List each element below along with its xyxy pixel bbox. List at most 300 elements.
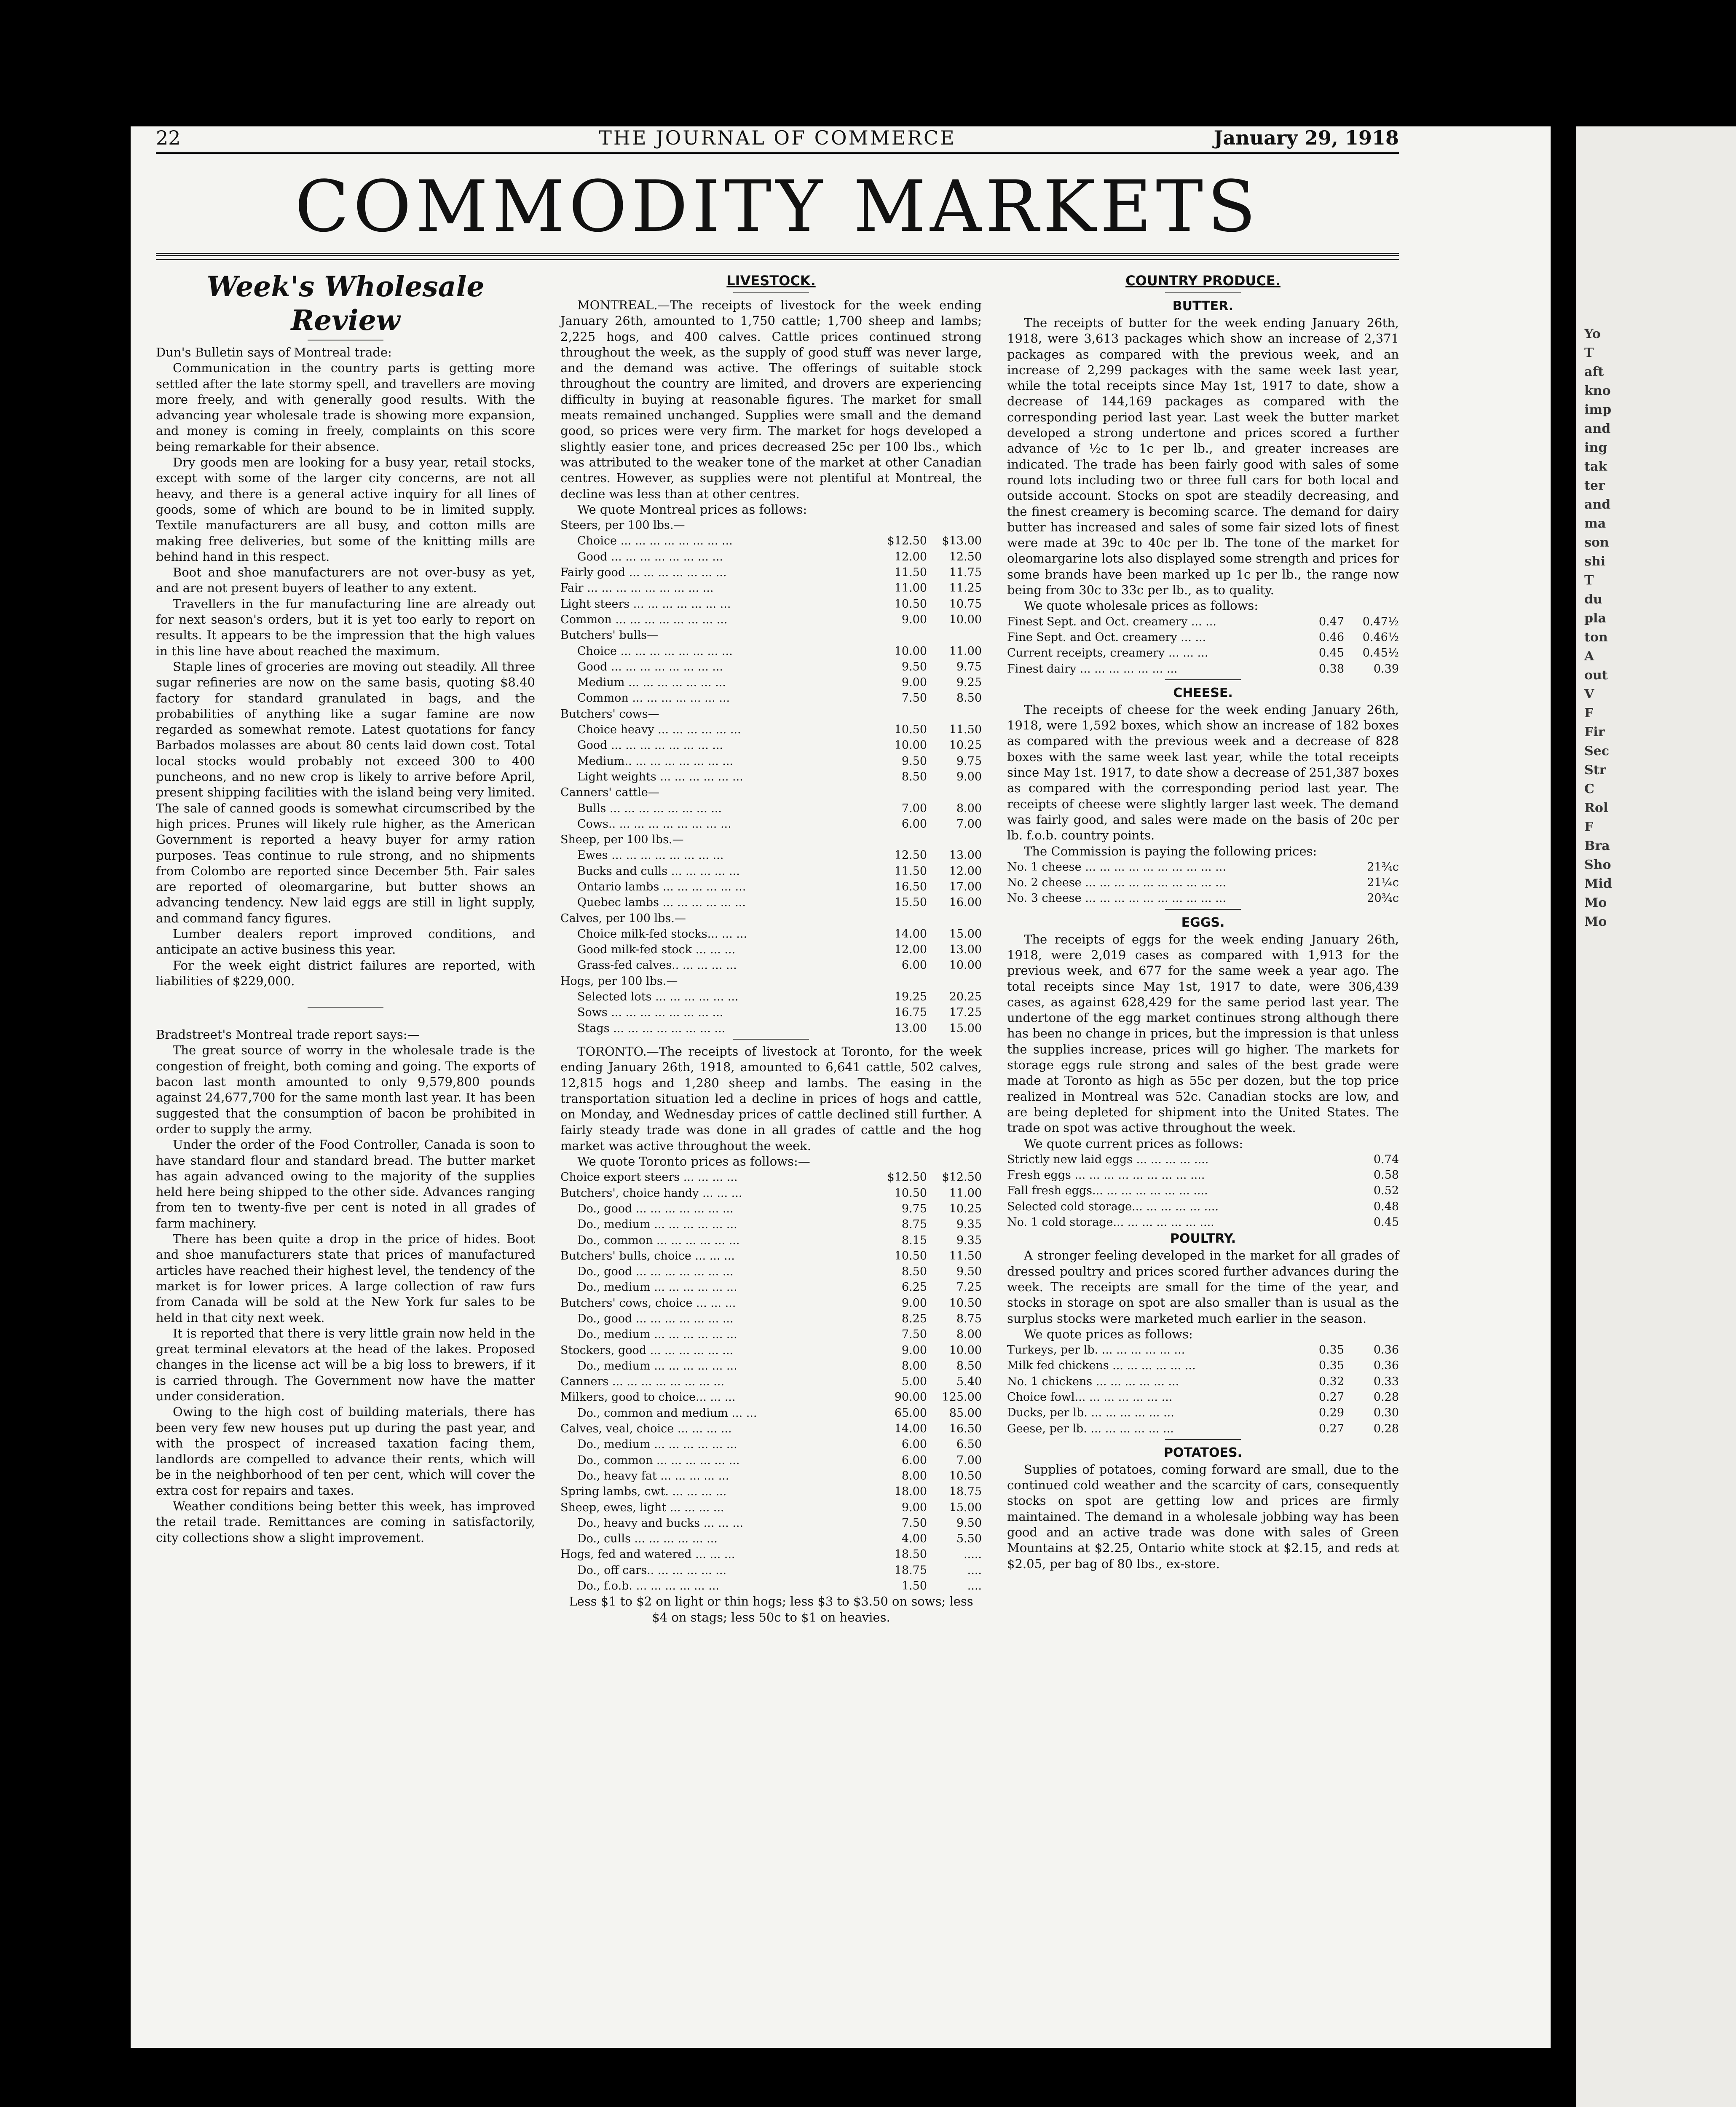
edge-fragment: ter [1584, 478, 1605, 493]
section-rule [1165, 1439, 1241, 1440]
price-label: Cows.. ... ... ... ... ... ... ... ... [577, 817, 731, 831]
price-low: 9.50 [901, 754, 927, 768]
price-row [560, 1405, 982, 1421]
price-low: 8.50 [901, 770, 927, 783]
paragraph: The great source of worry in the wholesale trade is the congestion of freight, both coming and going. The exports of bacon last month amounted to only 9,579,800 pounds against 24,677,700 for the same month last year. It has been suggested that the consumption of bacon be prohibited in order to supply the army. [156, 1043, 535, 1136]
paragraph: Travellers in the fur manufacturing line are already out for next season's orders, but it is yet too early to report on results. It appears to be the impression that the high values in this line have about reached the maximum. [156, 596, 535, 658]
price-high: 11.50 [949, 723, 982, 737]
price-row [560, 1233, 982, 1248]
price-label: Do., good ... ... ... ... ... ... ... [577, 1312, 734, 1325]
price-low [1289, 1199, 1344, 1214]
edge-fragment: and [1584, 421, 1611, 436]
price-high: 10.00 [949, 1343, 982, 1357]
paragraph: There has been quite a drop in the price of hides. Boot and shoe manufacturers state that prices of manufactured articles have reached their highest level, the tendency of the market is for lower prices. A large collection of raw furs from Canada will be sold at the New York fur sales to be held in that city next week. [156, 1232, 535, 1325]
price-low: 65.00 [894, 1406, 927, 1420]
butter-heading: BUTTER. [1172, 299, 1234, 314]
paragraph: Communication in the country parts is getting more settled after the late stormy spell, and travellers are moving more freely, and with generally good results. With the advancing year wholesale trade is showing more expansion, and money is coming in freely, complaints on this score being remarkable for their absence. [156, 361, 535, 454]
price-label: No. 1 cold storage... ... ... ... ... ... .... [1007, 1216, 1214, 1229]
price-low: 0.35 [1318, 1343, 1344, 1357]
price-row [560, 1185, 982, 1201]
price-label: Choice ... ... ... ... ... ... ... ... [577, 534, 733, 548]
price-high: $12.50 [942, 1171, 982, 1184]
livestock-column [560, 270, 982, 1625]
price-row [1007, 1152, 1399, 1167]
edge-fragment: F [1584, 706, 1594, 721]
price-high: 10.50 [949, 1296, 982, 1310]
price-low [1289, 1152, 1344, 1167]
price-low: 10.00 [894, 644, 927, 658]
montreal-price-table [560, 517, 982, 1036]
price-high: 8.75 [956, 1312, 982, 1325]
price-label: No. 1 cheese ... ... ... ... ... ... ... ... ... ... [1007, 860, 1226, 874]
price-low: 12.50 [894, 849, 927, 862]
toronto-hog-note: Less $1 to $2 on light or thin hogs; less $3 to $3.50 on sows; less $4 on stags; less 50c to $1 on heavies. [569, 1594, 973, 1624]
price-high: 7.00 [956, 1453, 982, 1467]
price-row [1007, 630, 1399, 645]
price-low: 7.50 [901, 1328, 927, 1341]
potatoes-heading: POTATOES. [1164, 1445, 1242, 1460]
price-label: Do., medium ... ... ... ... ... ... [577, 1328, 737, 1341]
price-low: 11.50 [894, 864, 927, 878]
edge-fragment: V [1584, 687, 1594, 702]
price-low: 8.75 [901, 1218, 927, 1231]
price-row [560, 816, 982, 832]
price-row [560, 863, 982, 879]
price-row [1007, 661, 1399, 677]
eggs-price-table [1007, 1152, 1399, 1230]
price-row [560, 1437, 982, 1452]
price-label: Ontario lambs ... ... ... ... ... ... [577, 880, 746, 893]
price-row [560, 753, 982, 769]
price-row [560, 643, 982, 659]
price-label: Choice milk-fed stocks... ... ... [577, 927, 747, 941]
price-label: Fall fresh eggs... ... ... ... ... ... ... .... [1007, 1184, 1208, 1198]
price-low: 9.75 [901, 1202, 927, 1215]
price-label: Milkers, good to choice... ... ... [560, 1391, 736, 1404]
price-row [1007, 1374, 1399, 1389]
price-label: No. 2 cheese ... ... ... ... ... ... ... ... ... ... [1007, 876, 1226, 890]
edge-fragment: Bra [1584, 839, 1610, 853]
price-row [560, 1547, 982, 1562]
journal-title: THE JOURNAL OF COMMERCE [599, 126, 956, 149]
price-low: 12.00 [894, 550, 927, 563]
price-row [560, 1169, 982, 1185]
butter-quote-intro: We quote wholesale prices as follows: [1024, 598, 1259, 613]
price-low: 6.00 [901, 1438, 927, 1451]
paragraph: Staple lines of groceries are moving out steadily. All three sugar refineries are now on the same basis, quoting $8.40 factory for standard granulated in bags, and the probabilities of anything like a sugar famine are now regarded as somewhat remote. Latest quotations for fancy Barbados molasses are about 80 cents laid down cost. Total local stocks would probably not exceed 300 to 400 puncheons, and no new crop is likely to arrive before April, present shipping facilities with the island being very limited. The sale of canned goods is somewhat circumscribed by the high prices. Prunes will likely rule higher, as the American Government is reported a heavy buyer for army ration purposes. Teas continue to rule strong, and no shipments from Colombo are reported since December 5th. Fair sales are reported of oleomargarine, but butter shows an advancing tendency. New laid eggs are still in light supply, and command fancy figures. [156, 659, 535, 925]
price-low: 9.50 [901, 660, 927, 673]
price-row [560, 1531, 982, 1547]
price-label: Medium ... ... ... ... ... ... ... [577, 676, 726, 689]
price-label: Current receipts, creamery ... ... ... [1007, 646, 1208, 660]
price-row [560, 533, 982, 549]
price-row [560, 580, 982, 596]
price-low: 10.50 [894, 597, 927, 611]
price-high: 17.25 [949, 1006, 982, 1019]
price-low: $12.50 [887, 534, 927, 548]
price-low: 90.00 [894, 1391, 927, 1404]
price-high: 10.25 [949, 739, 982, 752]
price-high: 16.00 [949, 896, 982, 909]
price-low: 6.00 [901, 959, 927, 972]
price-high: 0.33 [1373, 1375, 1399, 1388]
page-number: 22 [156, 126, 181, 149]
price-high: 125.00 [942, 1391, 982, 1404]
paragraph: Lumber dealers report improved conditions, and anticipate an active business this year. [156, 926, 535, 957]
price-label: Hogs, fed and watered ... ... ... [560, 1548, 735, 1561]
adjacent-page-fragments [1584, 324, 1728, 931]
price-row [560, 549, 982, 565]
price-label: Selected lots ... ... ... ... ... ... [577, 990, 739, 1004]
price-label: Butchers', choice handy ... ... ... [560, 1186, 742, 1200]
price-high: 18.75 [949, 1485, 982, 1498]
price-high: 11.75 [949, 566, 982, 579]
price-high: $13.00 [942, 534, 982, 548]
eggs-quote-intro: We quote current prices as follows: [1024, 1136, 1243, 1151]
price-low: 18.75 [894, 1563, 927, 1577]
price-high: 11.50 [949, 1249, 982, 1263]
section-rule [733, 1039, 809, 1040]
eggs-heading: EGGS. [1181, 915, 1225, 930]
price-row [1007, 1167, 1399, 1183]
price-high: 13.00 [949, 943, 982, 957]
edge-fragment: aft [1584, 365, 1604, 379]
price-row [560, 1279, 982, 1295]
price-category: Hogs, per 100 lbs.— [560, 974, 678, 988]
paragraph: Boot and shoe manufacturers are not over-busy as yet, and are not present buyers of leather to any extent. [156, 565, 535, 595]
price-row [560, 1358, 982, 1374]
price-high: 9.35 [956, 1218, 982, 1231]
price-high: 12.50 [949, 550, 982, 563]
price-high: 0.30 [1373, 1406, 1399, 1420]
price-label: Do., f.o.b. ... ... ... ... ... ... [577, 1579, 719, 1593]
price-high: .... [967, 1563, 982, 1577]
price-high: 10.00 [949, 613, 982, 626]
price-low: 5.00 [901, 1375, 927, 1389]
edge-fragment: ing [1584, 440, 1607, 455]
price-high: 8.50 [956, 1359, 982, 1372]
paragraph: Bradstreet's Montreal trade report says:— [156, 1027, 420, 1042]
price-label: Finest dairy ... ... ... ... ... ... ... [1007, 662, 1178, 676]
price-label: Do., culls ... ... ... ... ... ... [577, 1532, 718, 1546]
price-label: Light weights ... ... ... ... ... ... [577, 770, 743, 783]
price-category: Canners' cattle— [560, 786, 659, 799]
price-high: 9.75 [956, 754, 982, 768]
price-low: 16.50 [894, 880, 927, 893]
country-produce-column [1007, 270, 1399, 1572]
price-row [560, 1021, 982, 1036]
price-low: 0.35 [1318, 1359, 1344, 1372]
edge-fragment: Mo [1584, 914, 1607, 929]
price-high: 0.74 [1373, 1153, 1399, 1166]
price-row [1007, 890, 1399, 906]
price-high: 9.75 [956, 660, 982, 673]
price-high: 0.58 [1373, 1169, 1399, 1182]
price-label: Stags ... ... ... ... ... ... ... ... [577, 1021, 726, 1035]
price-high: 11.00 [949, 1186, 982, 1200]
edge-fragment: tak [1584, 459, 1607, 474]
price-row [560, 1563, 982, 1578]
price-low: 7.50 [901, 1516, 927, 1530]
edge-fragment: Sec [1584, 744, 1610, 759]
price-high: 0.46½ [1362, 630, 1399, 644]
price-label: Milk fed chickens ... ... ... ... ... ... [1007, 1359, 1196, 1372]
price-row [1007, 614, 1399, 630]
price-row [560, 1484, 982, 1499]
cheese-report: The receipts of cheese for the week ending January 26th, 1918, were 1,592 boxes, which show an increase of 182 boxes as compared with the previous week and a decrease of 828 boxes with the same week last year, while the total receipts since May 1st. 1917, to date show a decrease of 251,387 boxes as compared with the corresponding period last year. The receipts of cheese were slightly larger last week. The demand was fairly good, and sales were made on the basis of 20c per lb. f.o.b. country points. [1007, 702, 1399, 843]
price-row [1007, 1405, 1399, 1421]
price-row [1007, 1183, 1399, 1198]
price-label: Bucks and culls ... ... ... ... ... [577, 864, 740, 878]
price-low: 18.50 [894, 1548, 927, 1561]
price-low: 6.00 [901, 1453, 927, 1467]
price-row [1007, 1389, 1399, 1405]
price-row [560, 989, 982, 1005]
price-high: 0.52 [1373, 1184, 1399, 1198]
price-row [1007, 875, 1399, 890]
price-label: Choice ... ... ... ... ... ... ... ... [577, 644, 733, 658]
price-label: Fairly good ... ... ... ... ... ... ... [560, 566, 727, 579]
price-label: Do., common ... ... ... ... ... ... [577, 1233, 740, 1247]
edge-fragment: Mo [1584, 895, 1607, 910]
price-label: Finest Sept. and Oct. creamery ... ... [1007, 615, 1216, 628]
price-high: 13.00 [949, 849, 982, 862]
price-high: 10.25 [949, 1202, 982, 1215]
masthead: COMMODITY MARKETS [295, 165, 1260, 248]
price-high: 8.00 [956, 1328, 982, 1341]
price-category: Butchers' bulls— [560, 629, 659, 642]
price-low: 10.00 [894, 739, 927, 752]
edge-fragment: ma [1584, 516, 1606, 531]
price-category: Butchers' cows— [560, 707, 659, 721]
paragraph: Owing to the high cost of building materials, there has been very few new houses put up during the past year, and with the prospect of increased taxation facing them, landlords are compelled to advance their rents, which will be in the neighborhood of ten per cent, which will cover the extra cost for repairs and taxes. [156, 1405, 535, 1498]
price-high: 0.36 [1373, 1343, 1399, 1357]
price-label: Butchers' cows, choice ... ... ... [560, 1296, 736, 1310]
price-row [560, 847, 982, 863]
price-row [560, 1311, 982, 1327]
edge-fragment: F [1584, 820, 1594, 834]
price-label: Turkeys, per lb. ... ... ... ... ... ... [1007, 1343, 1185, 1357]
price-high: 15.00 [949, 1021, 982, 1035]
price-low: 14.00 [894, 1422, 927, 1436]
price-high: 16.50 [949, 1422, 982, 1436]
price-label: Spring lambs, cwt. ... ... ... ... [560, 1485, 727, 1498]
poultry-price-table [1007, 1342, 1399, 1437]
butter-report: The receipts of butter for the week ending January 26th, 1918, were 3,613 packages which show an increase of 2,371 packages as compared with the previous week, and an increase of 2,299 packages with the same week last year, while the total receipts since May 1st, 1917 to date, show a decrease of 144,169 packages as compared with the corresponding period last year. Last week the butter market developed a strong undertone and prices scored a further advance of ½c to 1c per lb., and greater increases are indicated. The trade has been fairly good with sales of some round lots including two or three full cars for both local and outside account. Stocks on spot are steadily decreasing, and the finest creamery is becoming scarce. The demand for dairy butter has increased and sales of some fair sized lots of finest were made at 39c to 40c per lb. The tone of the market for oleomargarine lots also displayed some strength and prices for some brands have been marked up 1c per lb., the range now being from 30c to 33c per lb., as to quality. [1007, 316, 1399, 598]
price-row [560, 801, 982, 816]
price-low: 16.75 [894, 1006, 927, 1019]
price-high: 10.75 [949, 597, 982, 611]
edge-fragment: imp [1584, 402, 1612, 417]
price-row [560, 926, 982, 942]
price-row [560, 879, 982, 895]
price-low: 18.00 [894, 1485, 927, 1498]
price-row [1007, 1342, 1399, 1358]
price-low: 0.46 [1318, 630, 1344, 644]
edge-fragment: and [1584, 497, 1611, 512]
header-rule [156, 152, 1399, 154]
poultry-quote-intro: We quote prices as follows: [1024, 1327, 1193, 1341]
price-row [560, 1421, 982, 1437]
price-low: 8.00 [901, 1469, 927, 1482]
price-high: 11.00 [949, 644, 982, 658]
wholesale-review-column [156, 270, 535, 1546]
price-label: Do., medium ... ... ... ... ... ... [577, 1218, 737, 1231]
cheese-quote-intro: The Commission is paying the following prices: [1024, 844, 1317, 858]
price-row [1007, 1199, 1399, 1214]
price-label: Selected cold storage... ... ... ... ... .... [1007, 1200, 1219, 1213]
price-label: Fair ... ... ... ... ... ... ... ... ... [560, 582, 714, 595]
price-label: Geese, per lb. ... ... ... ... ... ... [1007, 1422, 1174, 1435]
price-row [1007, 859, 1399, 875]
issue-date: January 29, 1918 [1214, 126, 1399, 149]
price-row [560, 1374, 982, 1389]
montreal-quote-intro: We quote Montreal prices as follows: [577, 502, 807, 517]
price-label: Do., heavy and bucks ... ... ... [577, 1516, 744, 1530]
price-label: Do., medium ... ... ... ... ... ... [577, 1438, 737, 1451]
edge-fragment: pla [1584, 611, 1606, 626]
price-high: 5.40 [956, 1375, 982, 1389]
price-low [1289, 1167, 1344, 1183]
poultry-heading: POULTRY. [1170, 1231, 1236, 1247]
price-row [560, 957, 982, 973]
paragraph: Dun's Bulletin says of Montreal trade: [156, 345, 392, 359]
toronto-report: TORONTO.—The receipts of livestock at Toronto, for the week ending January 26th, 1918, amounted to 6,641 cattle, 502 calves, 12,815 hogs and 1,280 sheep and lambs. The easing in the transportation situation led a decline in prices of hogs and cattle, on Monday, and Wednesday prices of cattle declined still further. A fairly steady trade was done in all grades of cattle and the hog market was active throughout the week. [560, 1044, 982, 1153]
wholesale-review-title: Week's Wholesale Review [206, 270, 485, 337]
paragraph: For the week eight district failures are reported, with liabilities of $229,000. [156, 958, 535, 988]
price-high: 0.28 [1373, 1391, 1399, 1404]
price-row [560, 1327, 982, 1342]
edge-fragment: Yo [1584, 327, 1601, 341]
price-low: 11.00 [894, 582, 927, 595]
price-low: 0.32 [1318, 1375, 1344, 1388]
price-label: Choice heavy ... ... ... ... ... ... [577, 723, 741, 737]
toronto-price-table [560, 1169, 982, 1594]
price-label: Sows ... ... ... ... ... ... ... ... [577, 1006, 723, 1019]
toronto-quote-intro: We quote Toronto prices as follows:— [577, 1154, 810, 1169]
price-high: 12.00 [949, 864, 982, 878]
price-high: 0.39 [1373, 662, 1399, 676]
price-label: Good ... ... ... ... ... ... ... ... [577, 739, 723, 752]
price-label: Common ... ... ... ... ... ... ... [577, 692, 730, 705]
poultry-report: A stronger feeling developed in the market for all grades of dressed poultry and prices scored further advances during the week. The receipts are small for the time of the year, and stocks in storage on spot are also smaller than is usual as the surplus stocks were marketed much earlier in the season. [1007, 1248, 1399, 1326]
price-label: Canners ... ... ... ... ... ... ... ... [560, 1375, 724, 1389]
price-row [560, 1343, 982, 1358]
price-label: Calves, veal, choice ... ... ... ... [560, 1422, 732, 1436]
price-label: Good ... ... ... ... ... ... ... ... [577, 550, 723, 563]
price-row [560, 737, 982, 753]
price-label: Grass-fed calves.. ... ... ... ... [577, 959, 737, 972]
price-high: 7.00 [956, 817, 982, 831]
price-high: 20¾c [1367, 892, 1399, 905]
livestock-heading: LIVESTOCK. [726, 273, 816, 289]
price-high: 20.25 [949, 990, 982, 1004]
price-row [560, 1201, 982, 1217]
edge-fragment: C [1584, 782, 1594, 796]
edge-fragment: son [1584, 535, 1609, 550]
edge-fragment: du [1584, 592, 1602, 607]
price-label: Choice fowl... ... ... ... ... ... ... [1007, 1391, 1173, 1404]
price-low: 0.27 [1318, 1422, 1344, 1435]
price-row [560, 722, 982, 737]
price-high: 9.35 [956, 1233, 982, 1247]
price-high: 21¼c [1367, 876, 1399, 890]
price-low: 0.45 [1318, 646, 1344, 660]
price-high: 0.47½ [1362, 615, 1399, 628]
masthead-rule [156, 253, 1399, 260]
price-label: Quebec lambs ... ... ... ... ... ... [577, 896, 746, 909]
price-high: 15.00 [949, 1501, 982, 1514]
price-high: 8.50 [956, 692, 982, 705]
edge-fragment: shi [1584, 554, 1606, 569]
price-high: ..... [964, 1548, 982, 1561]
price-row [560, 675, 982, 690]
price-row [1007, 645, 1399, 661]
paragraph: Under the order of the Food Controller, Canada is soon to have standard flour and standard bread. The butter market has again advanced owing to the majority of the supplies held here being shipped to the other side. Advances ranging from ten to twenty-five per cent is noted in all grades of farm machinery. [156, 1137, 535, 1230]
price-low: 9.00 [901, 676, 927, 689]
price-low: 9.00 [901, 1296, 927, 1310]
price-row [560, 690, 982, 706]
bradstreet-section [156, 1027, 535, 1546]
section-rule [1165, 909, 1241, 910]
price-category: Calves, per 100 lbs.— [560, 911, 686, 925]
price-high: 85.00 [949, 1406, 982, 1420]
price-label: Do., heavy fat ... ... ... ... ... [577, 1469, 729, 1482]
price-label: Do., medium ... ... ... ... ... ... [577, 1281, 737, 1294]
price-category: Sheep, per 100 lbs.— [560, 833, 684, 847]
price-high: 0.45 [1373, 1216, 1399, 1229]
price-label: No. 1 chickens ... ... ... ... ... ... [1007, 1375, 1179, 1388]
price-high: 0.36 [1373, 1359, 1399, 1372]
price-low: 4.00 [901, 1532, 927, 1546]
price-low [1289, 890, 1344, 906]
price-high: 0.28 [1373, 1422, 1399, 1435]
section-rule [308, 1007, 383, 1008]
price-low: 9.00 [901, 613, 927, 626]
price-row [560, 1468, 982, 1484]
price-row [560, 612, 982, 627]
price-low: 0.29 [1318, 1406, 1344, 1420]
edge-fragment: Sho [1584, 858, 1611, 872]
price-high: 10.00 [949, 959, 982, 972]
price-row [560, 1295, 982, 1311]
edge-fragment: T [1584, 573, 1594, 588]
price-low [1289, 859, 1344, 875]
price-label: Do., off cars.. ... ... ... ... ... [577, 1563, 726, 1577]
price-low: 9.00 [901, 1501, 927, 1514]
price-label: Do., good ... ... ... ... ... ... ... [577, 1202, 734, 1215]
price-low: 0.27 [1318, 1391, 1344, 1404]
price-label: Stockers, good ... ... ... ... ... ... [560, 1343, 734, 1357]
edge-fragment: out [1584, 668, 1608, 683]
heading-rule [1165, 292, 1241, 293]
price-low: 6.00 [901, 817, 927, 831]
price-row [560, 1500, 982, 1515]
price-row [560, 565, 982, 580]
price-row [560, 1515, 982, 1531]
price-row [560, 1578, 982, 1594]
price-low: 8.15 [901, 1233, 927, 1247]
price-low: $12.50 [887, 1171, 927, 1184]
edge-fragment: Mid [1584, 877, 1612, 891]
cheese-heading: CHEESE. [1173, 685, 1233, 700]
price-high: .... [967, 1579, 982, 1593]
price-high: 21¾c [1367, 860, 1399, 874]
montreal-report: MONTREAL.—The receipts of livestock for the week ending January 26th, amounted to 1,750 cattle; 1,700 sheep and lambs; 2,225 hogs, and 400 calves. Cattle prices continued strong throughout the week, as the supply of good stuff was never large, and the demand was active. The offerings of suitable stock throughout the country are limited, and drovers are experiencing difficulty in buying at reasonable figures. The market for small meats remained unchanged. Supplies were small and the demand good, so prices were very firm. The market for hogs developed a slightly easier tone, and prices decreased 25c per 100 lbs., which was attributed to the weaker tone of the market at other Canadian centres. However, as supplies were not plentiful at Montreal, the decline was less than at other centres. [560, 298, 982, 501]
price-row [560, 1005, 982, 1020]
price-row [560, 1217, 982, 1232]
price-row [560, 1389, 982, 1405]
